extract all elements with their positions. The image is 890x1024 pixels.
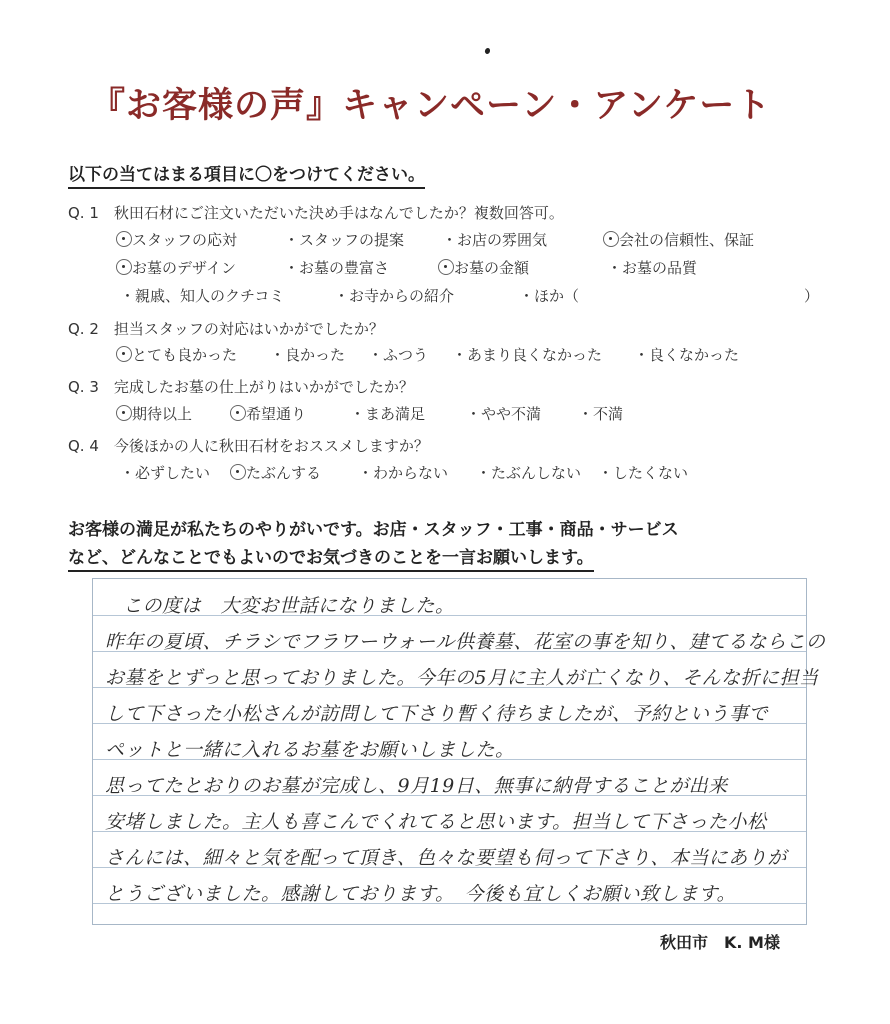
circle-mark-icon bbox=[116, 259, 132, 275]
circle-mark-icon bbox=[438, 259, 454, 275]
q1-options-row-1 bbox=[120, 229, 754, 250]
comment-box[interactable] bbox=[92, 578, 826, 925]
survey-title: 『お客様の声』キャンペーン・アンケート bbox=[90, 86, 772, 126]
comment-line: して下さった小松さんが訪問して下さり暫く待ちましたが、予約という事で bbox=[105, 703, 769, 725]
q3-option[interactable]: ・やや不満 bbox=[466, 405, 542, 423]
comment-line: お墓をとずっと思っておりました。今年の5月に主人が亡くなり、そんな折に担当 bbox=[105, 667, 819, 689]
q1-options-row-3 bbox=[120, 285, 819, 306]
comment-line: 昨年の夏頃、チラシでフラワーウォール供養墓、花室の事を知り、建てるならこの bbox=[105, 631, 826, 653]
q1-option[interactable]: ・お墓の品質 bbox=[607, 259, 698, 277]
q1-option[interactable]: ・お店の雰囲気 bbox=[442, 231, 548, 249]
feedback-heading-line-2: など、どんなことでもよいのでお気づきのことを一言お願いします。 bbox=[68, 543, 594, 572]
q1-option[interactable]: ・お墓の豊富さ bbox=[284, 259, 390, 277]
q2-options-row bbox=[120, 344, 739, 365]
circle-mark-icon bbox=[116, 346, 132, 362]
question-4: Q. 4 今後ほかの人に秋田石材をおススメしますか？ bbox=[68, 437, 429, 455]
question-2: Q. 2 担当スタッフの対応はいかがでしたか？ bbox=[68, 320, 384, 338]
q4-option[interactable]: ・必ずしたい bbox=[120, 464, 211, 482]
q1-option[interactable]: お墓の金額 bbox=[442, 257, 607, 278]
comment-line: ペットと一緒に入れるお墓をお願いしました。 bbox=[105, 739, 515, 761]
q2-option[interactable]: ・あまり良くなかった bbox=[452, 346, 603, 364]
q3-option[interactable]: ・不満 bbox=[578, 405, 624, 423]
q2-option[interactable]: ・良かった bbox=[270, 346, 346, 364]
q4-option[interactable]: ・したくない bbox=[598, 464, 689, 482]
q1-option[interactable]: 会社の信頼性、保証 bbox=[607, 229, 754, 250]
question-3: Q. 3 完成したお墓の仕上がりはいかがでしたか？ bbox=[68, 378, 414, 396]
q1-option[interactable]: ・スタッフの提案 bbox=[284, 231, 405, 249]
question-1: Q. 1 秋田石材にご注文いただいた決め手はなんでしたか？複数回答可。 bbox=[68, 204, 564, 222]
feedback-heading-line-1: お客様の満足が私たちのやりがいです。お店・スタッフ・工事・商品・サービス bbox=[68, 520, 679, 540]
ink-speck bbox=[484, 47, 491, 54]
q3-option[interactable]: ・まあ満足 bbox=[350, 405, 426, 423]
q1-option[interactable]: スタッフの応対 bbox=[120, 229, 284, 250]
q1-options-row-2 bbox=[120, 257, 697, 278]
q3-options-row bbox=[120, 403, 623, 424]
signature: 秋田市 K. M様 bbox=[660, 933, 780, 952]
comment-line: さんには、細々と気を配って頂き、色々な要望も伺って下さり、本当にありが bbox=[105, 847, 787, 869]
q2-option[interactable]: ・良くなかった bbox=[634, 346, 740, 364]
q4-option[interactable]: ・わからない bbox=[358, 464, 449, 482]
q1-option-other[interactable]: ・ほか（ ） bbox=[519, 287, 820, 305]
circle-mark-icon bbox=[116, 405, 132, 421]
circle-mark-icon bbox=[116, 231, 132, 247]
comment-line: この度は 大変お世話になりました。 bbox=[123, 595, 455, 617]
q3-option[interactable]: 希望通り bbox=[234, 403, 350, 424]
q2-option[interactable]: とても良かった bbox=[120, 344, 270, 365]
circle-mark-icon bbox=[603, 231, 619, 247]
q1-option[interactable]: ・親戚、知人のクチコミ bbox=[120, 287, 285, 305]
instruction-heading: 以下の当てはまる項目に〇をつけてください。 bbox=[68, 160, 425, 189]
comment-line: 思ってたとおりのお墓が完成し、9月19日、無事に納骨することが出来 bbox=[105, 775, 728, 797]
q1-option[interactable]: ・お寺からの紹介 bbox=[334, 287, 455, 305]
comment-line: 安堵しました。主人も喜こんでくれてると思います。担当して下さった小松 bbox=[105, 811, 767, 833]
q4-option[interactable]: ・たぶんしない bbox=[476, 464, 582, 482]
q4-options-row bbox=[120, 462, 688, 483]
q3-option[interactable]: 期待以上 bbox=[120, 403, 234, 424]
q2-option[interactable]: ・ふつう bbox=[368, 346, 429, 364]
q1-option[interactable]: お墓のデザイン bbox=[120, 257, 284, 278]
comment-line: とうございました。感謝しております。 今後も宜しくお願い致します。 bbox=[105, 883, 736, 905]
circle-mark-icon bbox=[230, 405, 246, 421]
circle-mark-icon bbox=[230, 464, 246, 480]
q4-option[interactable]: たぶんする bbox=[234, 462, 358, 483]
